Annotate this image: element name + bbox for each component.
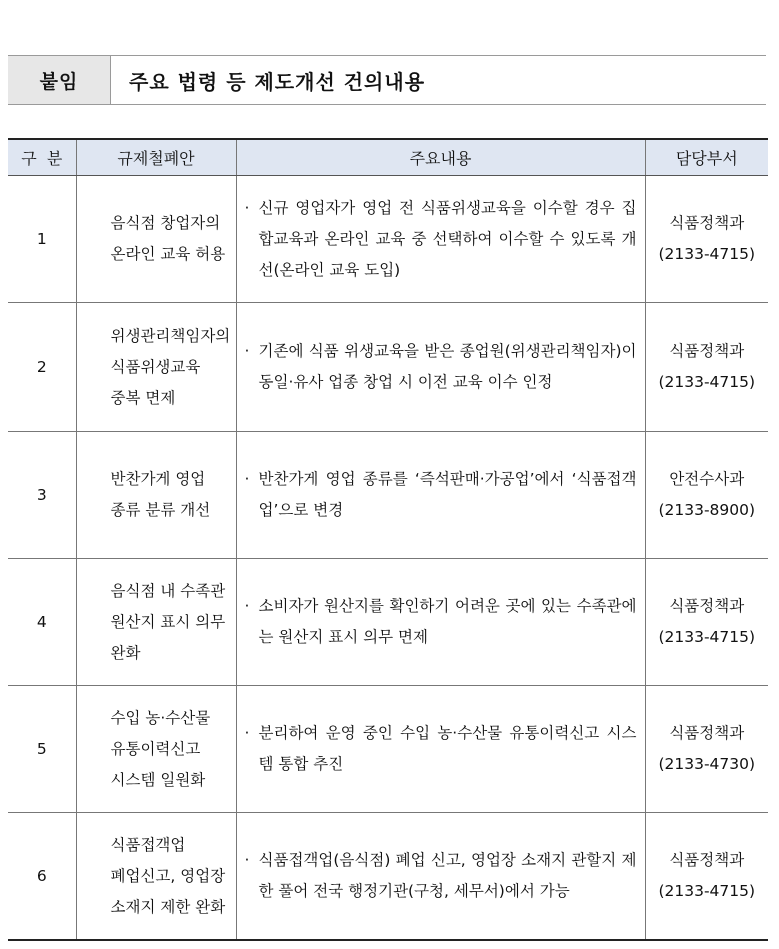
row-number: 1	[8, 176, 76, 303]
bullet: ·	[244, 724, 250, 742]
department	[645, 813, 768, 941]
department	[645, 432, 768, 559]
department-name: 식품정책과	[669, 724, 745, 742]
proposal-name-line: 위생관리책임자의	[110, 326, 231, 345]
row-number: 5	[8, 686, 76, 813]
table-row	[8, 686, 768, 813]
department-name: 식품정책과	[669, 597, 745, 615]
department-phone: (2133-4715)	[658, 882, 756, 900]
proposal-name-line: 원산지 표시 의무	[110, 612, 226, 631]
proposal-content	[236, 559, 645, 686]
proposal-name-line: 소재지 제한 완화	[110, 897, 226, 916]
department-name: 식품정책과	[669, 342, 745, 360]
proposal-name-line: 시스템 일원화	[110, 770, 206, 789]
content-text: 분리하여 운영 중인 수입 농·수산물 유통이력신고 시스템 통합 추진	[258, 724, 637, 773]
department-phone: (2133-4715)	[658, 373, 756, 391]
col-header-department: 담당부서	[645, 139, 768, 176]
proposal-name	[76, 432, 236, 559]
department-phone: (2133-4715)	[658, 628, 756, 646]
content-text: 기존에 식품 위생교육을 받은 종업원(위생관리책임자)이 동일·유사 업종 창업 시 이전 교육 이수 인정	[258, 342, 637, 391]
proposal-name-line: 폐업신고, 영업장	[110, 866, 226, 885]
col-header-content: 주요내용	[236, 139, 645, 176]
proposal-name-line: 음식점 창업자의	[110, 214, 221, 232]
col-header-proposal: 규제철폐안	[76, 139, 236, 176]
proposal-name	[76, 303, 236, 432]
proposal-name-line: 유통이력신고	[110, 739, 201, 758]
content-text: 반찬가게 영업 종류를 ‘즉석판매·가공업’에서 ‘식품접객업’으로 변경	[258, 470, 637, 519]
proposal-name-line: 식품위생교육	[110, 357, 201, 376]
bullet: ·	[244, 342, 250, 360]
proposal-name-line: 중복 면제	[110, 388, 176, 407]
department	[645, 559, 768, 686]
row-number: 3	[8, 432, 76, 559]
table-row	[8, 813, 768, 941]
page-title: 주요 법령 등 제도개선 건의내용	[129, 69, 426, 94]
content-text: 식품접객업(음식점) 폐업 신고, 영업장 소재지 관할지 제한 풀어 전국 행정기관(구청, 세무서)에서 가능	[258, 851, 637, 900]
proposal-content	[236, 176, 645, 303]
department-phone: (2133-4730)	[658, 755, 756, 773]
bullet: ·	[244, 198, 250, 217]
table-row	[8, 176, 768, 303]
bullet: ·	[244, 597, 250, 615]
row-number: 4	[8, 559, 76, 686]
department-phone: (2133-4715)	[658, 245, 756, 263]
proposal-name	[76, 559, 236, 686]
department-name: 안전수사과	[669, 470, 745, 488]
attachment-tag: 붙임	[8, 56, 111, 104]
proposal-name-line: 음식점 내 수족관	[110, 581, 226, 600]
proposal-name-line: 온라인 교육 허용	[110, 245, 226, 263]
department	[645, 176, 768, 303]
row-number: 2	[8, 303, 76, 432]
proposal-name	[76, 813, 236, 941]
content-text: 소비자가 원산지를 확인하기 어려운 곳에 있는 수족관에는 원산지 표시 의무 면제	[258, 597, 637, 646]
bullet: ·	[244, 470, 250, 488]
bullet: ·	[244, 851, 250, 869]
proposal-name-line: 종류 분류 개선	[110, 501, 211, 519]
row-number: 6	[8, 813, 76, 941]
department-name: 식품정책과	[669, 214, 745, 232]
table-row	[8, 432, 768, 559]
department	[645, 303, 768, 432]
proposal-name-line: 식품접객업	[110, 835, 186, 854]
proposal-name-line: 완화	[110, 643, 141, 662]
col-header-category: 구 분	[8, 139, 76, 176]
proposal-name-line: 반찬가게 영업	[110, 470, 206, 488]
proposal-content	[236, 813, 645, 941]
title-box	[8, 55, 766, 105]
department	[645, 686, 768, 813]
proposal-name	[76, 176, 236, 303]
content-text: 신규 영업자가 영업 전 식품위생교육을 이수할 경우 집합교육과 온라인 교육 중 선택하여 이수할 수 있도록 개선(온라인 교육 도입)	[258, 198, 637, 279]
table-header-row	[8, 139, 768, 176]
proposal-content	[236, 432, 645, 559]
proposal-name	[76, 686, 236, 813]
proposal-name-line: 수입 농·수산물	[110, 708, 211, 727]
proposal-table	[8, 138, 768, 941]
proposal-content	[236, 686, 645, 813]
proposal-content	[236, 303, 645, 432]
table-row	[8, 303, 768, 432]
table-row	[8, 559, 768, 686]
department-phone: (2133-8900)	[658, 501, 756, 519]
department-name: 식품정책과	[669, 851, 745, 869]
